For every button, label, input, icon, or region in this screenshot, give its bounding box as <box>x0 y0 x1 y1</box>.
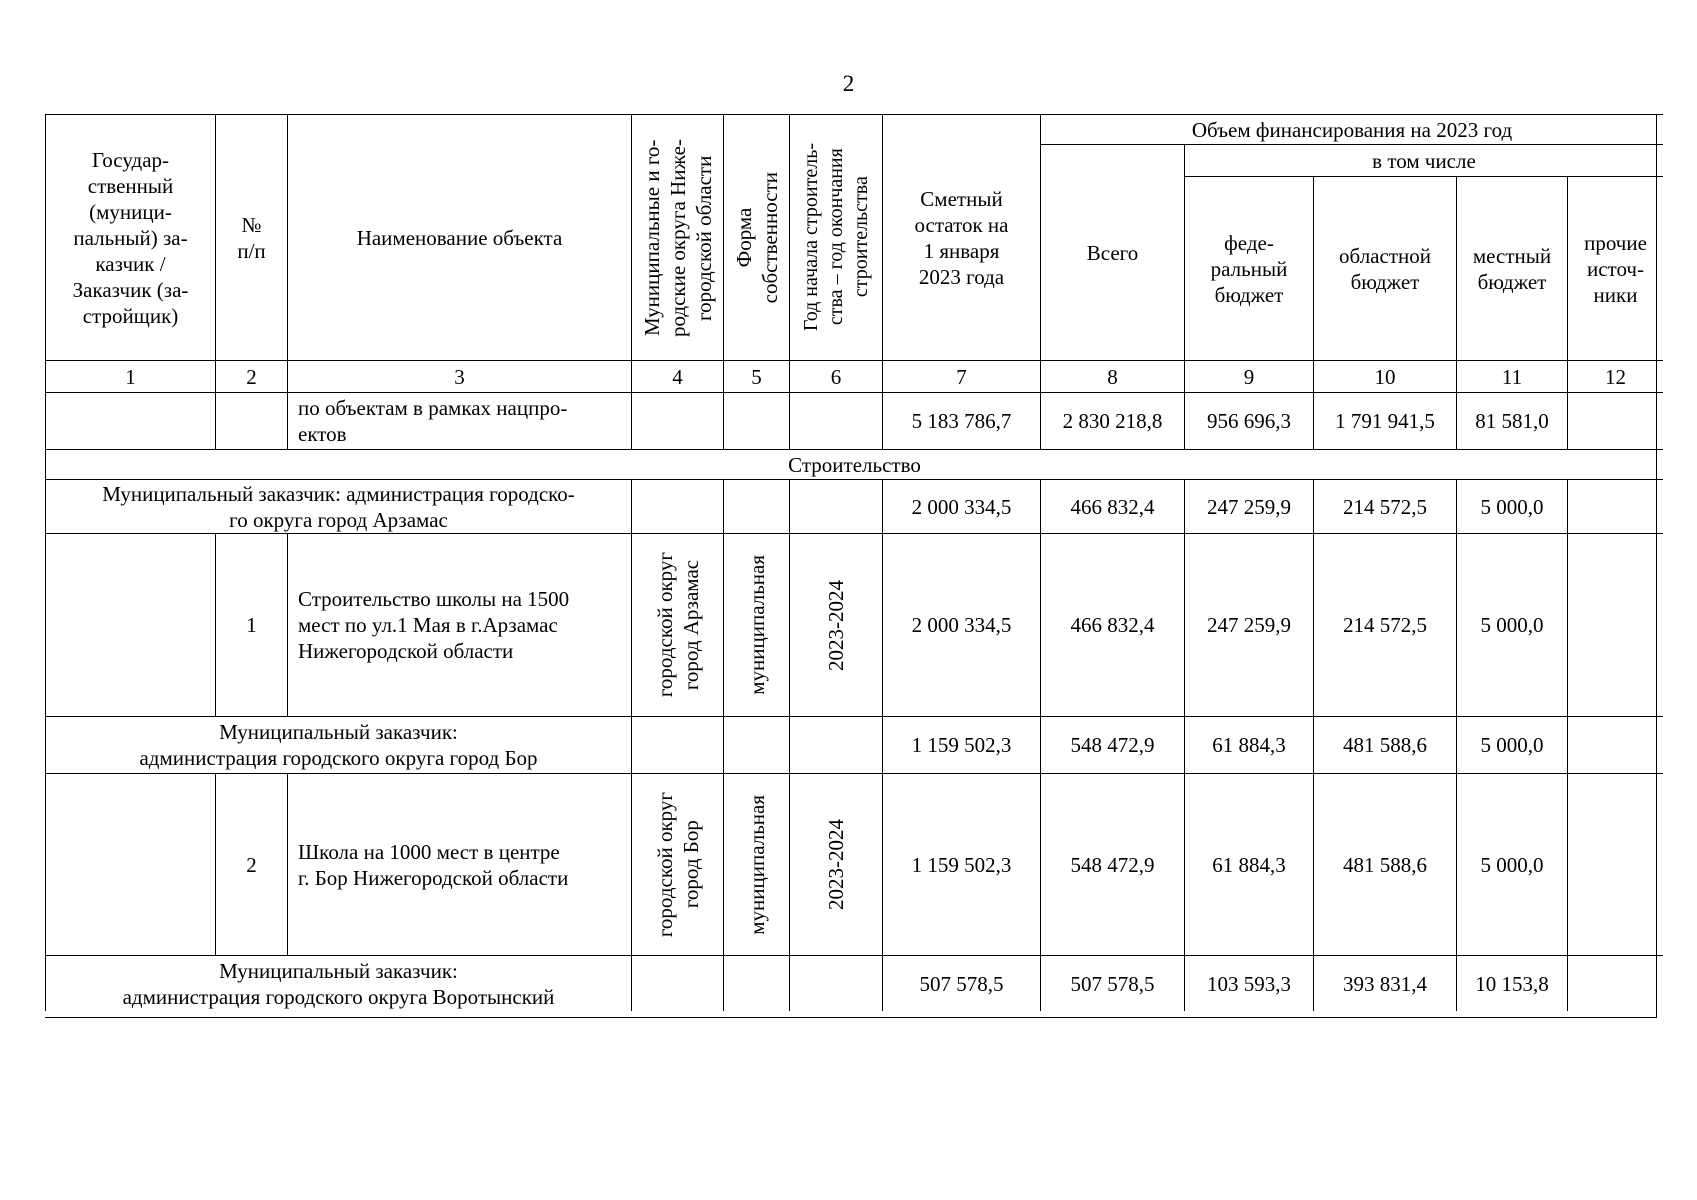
federal-value: 247 259,9 <box>1184 479 1313 533</box>
other-value <box>1567 955 1663 1011</box>
estimate-value: 5 183 786,7 <box>882 392 1040 449</box>
object-name: Строительство школы на 1500 мест по ул.1 Мая в г.Арзамас Нижегородской области <box>287 533 631 716</box>
federal-value: 103 593,3 <box>1184 955 1313 1011</box>
empty-cell <box>723 955 789 1011</box>
total-value: 507 578,5 <box>1040 955 1184 1011</box>
page-number: 2 <box>842 71 855 96</box>
column-number: 1 <box>45 360 215 392</box>
header-regional: областной бюджет <box>1313 176 1456 360</box>
header-other: прочие источ- ники <box>1567 176 1663 360</box>
header-ownership: Форма собственности <box>723 114 789 360</box>
empty-cell <box>631 479 723 533</box>
header-federal: феде- ральный бюджет <box>1184 176 1313 360</box>
empty-cell <box>45 773 215 955</box>
object-years: 2023-2024 <box>789 533 882 716</box>
column-number: 3 <box>287 360 631 392</box>
empty-cell <box>789 392 882 449</box>
column-number: 2 <box>215 360 287 392</box>
column-number: 8 <box>1040 360 1184 392</box>
object-municipality: городской округ город Бор <box>631 773 723 955</box>
local-value: 5 000,0 <box>1456 773 1567 955</box>
column-number: 10 <box>1313 360 1456 392</box>
empty-cell <box>215 392 287 449</box>
customer-vorotynsky-label: Муниципальный заказчик: администрация городского округа Воротынский <box>45 955 631 1011</box>
header-including: в том числе <box>1184 144 1663 176</box>
column-number: 11 <box>1456 360 1567 392</box>
object-ownership: муниципальная <box>723 533 789 716</box>
total-value: 548 472,9 <box>1040 716 1184 773</box>
regional-value: 393 831,4 <box>1313 955 1456 1011</box>
local-value: 5 000,0 <box>1456 716 1567 773</box>
local-value: 10 153,8 <box>1456 955 1567 1011</box>
column-number: 9 <box>1184 360 1313 392</box>
regional-value: 481 588,6 <box>1313 716 1456 773</box>
column-number: 5 <box>723 360 789 392</box>
header-num: № п/п <box>215 114 287 360</box>
total-value: 466 832,4 <box>1040 479 1184 533</box>
column-number: 12 <box>1567 360 1663 392</box>
header-local: местный бюджет <box>1456 176 1567 360</box>
regional-value: 214 572,5 <box>1313 479 1456 533</box>
other-value <box>1567 392 1663 449</box>
header-estimate: Сметный остаток на 1 января 2023 года <box>882 114 1040 360</box>
empty-cell <box>631 392 723 449</box>
local-value: 5 000,0 <box>1456 533 1567 716</box>
object-ownership: муниципальная <box>723 773 789 955</box>
section-title: Строительство <box>45 449 1663 479</box>
empty-cell <box>45 392 215 449</box>
regional-value: 214 572,5 <box>1313 533 1456 716</box>
header-object-name: Наименование объекта <box>287 114 631 360</box>
object-number: 2 <box>215 773 287 955</box>
object-number: 1 <box>215 533 287 716</box>
financing-table <box>45 114 1657 1018</box>
local-value: 81 581,0 <box>1456 392 1567 449</box>
other-value <box>1567 773 1663 955</box>
empty-cell <box>789 955 882 1011</box>
total-value: 548 472,9 <box>1040 773 1184 955</box>
header-municipality: Муниципальные и го- родские округа Ниже- городской области <box>631 114 723 360</box>
header-customer: Государ- ственный (муници- пальный) за- казчик / Заказчик (за- стройщик) <box>45 114 215 360</box>
estimate-value: 1 159 502,3 <box>882 716 1040 773</box>
empty-cell <box>723 392 789 449</box>
object-years: 2023-2024 <box>789 773 882 955</box>
federal-value: 61 884,3 <box>1184 773 1313 955</box>
other-value <box>1567 533 1663 716</box>
empty-cell <box>723 479 789 533</box>
header-total: Всего <box>1040 144 1184 360</box>
estimate-value: 2 000 334,5 <box>882 533 1040 716</box>
regional-value: 1 791 941,5 <box>1313 392 1456 449</box>
empty-cell <box>789 716 882 773</box>
column-number: 4 <box>631 360 723 392</box>
estimate-value: 1 159 502,3 <box>882 773 1040 955</box>
object-municipality: городской округ город Арзамас <box>631 533 723 716</box>
customer-arzamas-label: Муниципальный заказчик: администрация городско- го округа город Арзамас <box>45 479 631 533</box>
other-value <box>1567 479 1663 533</box>
header-years: Год начала строитель- ства – год окончания строительства <box>789 114 882 360</box>
object-name: Школа на 1000 мест в центре г. Бор Нижегородской области <box>287 773 631 955</box>
total-value: 2 830 218,8 <box>1040 392 1184 449</box>
column-number: 7 <box>882 360 1040 392</box>
estimate-value: 2 000 334,5 <box>882 479 1040 533</box>
other-value <box>1567 716 1663 773</box>
local-value: 5 000,0 <box>1456 479 1567 533</box>
empty-cell <box>45 533 215 716</box>
empty-cell <box>631 716 723 773</box>
regional-value: 481 588,6 <box>1313 773 1456 955</box>
federal-value: 61 884,3 <box>1184 716 1313 773</box>
total-value: 466 832,4 <box>1040 533 1184 716</box>
federal-value: 247 259,9 <box>1184 533 1313 716</box>
estimate-value: 507 578,5 <box>882 955 1040 1011</box>
empty-cell <box>789 479 882 533</box>
column-number: 6 <box>789 360 882 392</box>
header-financing: Объем финансирования на 2023 год <box>1040 114 1663 144</box>
federal-value: 956 696,3 <box>1184 392 1313 449</box>
empty-cell <box>723 716 789 773</box>
national-projects-label: по объектам в рамках нацпро- ектов <box>287 392 631 449</box>
customer-bor-label: Муниципальный заказчик: администрация городского округа город Бор <box>45 716 631 773</box>
empty-cell <box>631 955 723 1011</box>
